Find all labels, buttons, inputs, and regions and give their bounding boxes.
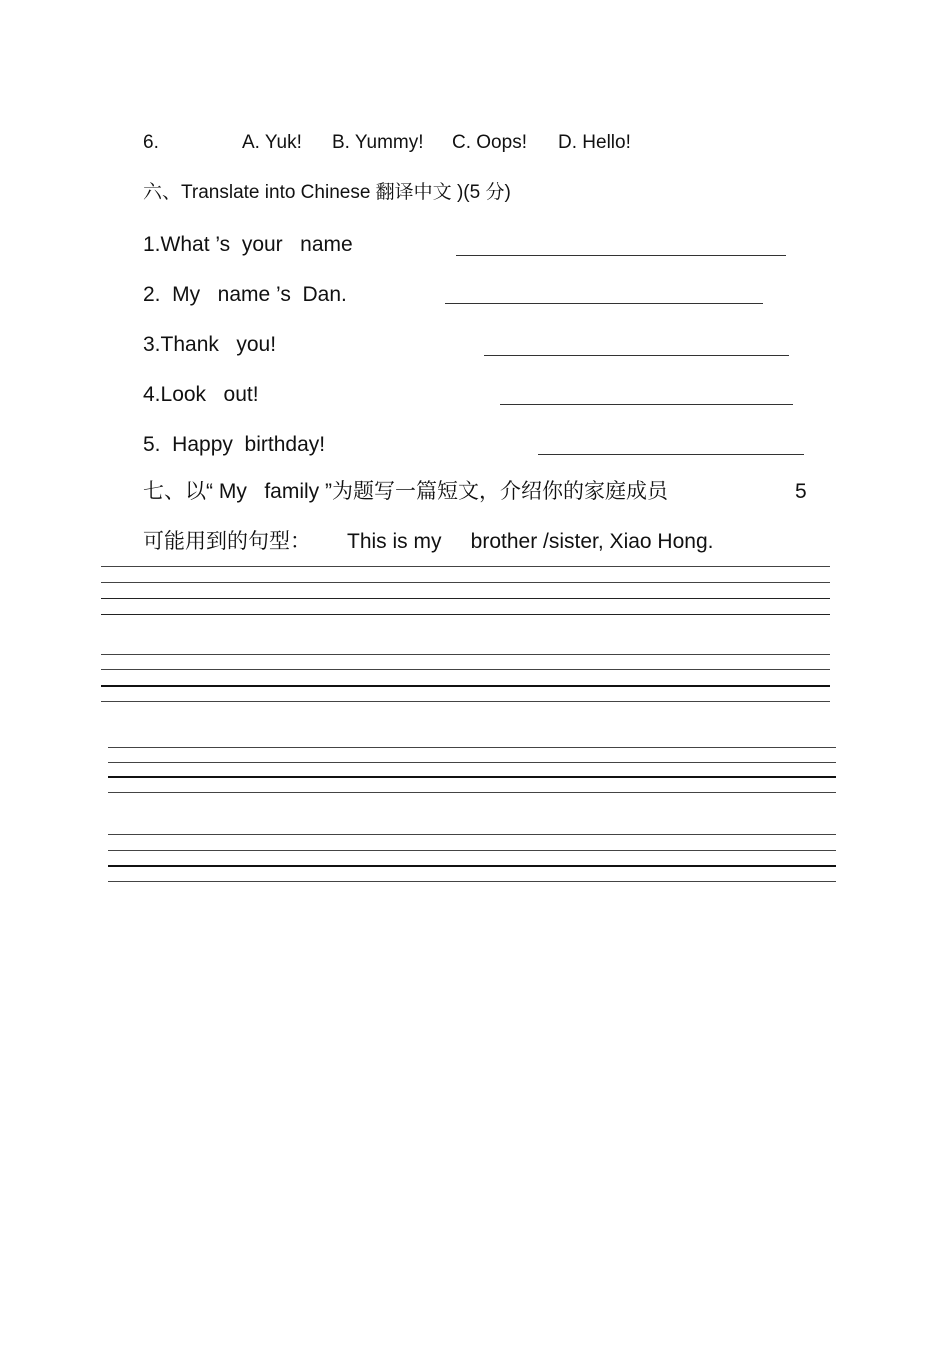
writing-line[interactable] xyxy=(101,598,830,599)
answer-blank[interactable] xyxy=(456,255,786,256)
option-c: C. Oops! xyxy=(452,132,527,153)
writing-line[interactable] xyxy=(101,566,830,567)
answer-blank[interactable] xyxy=(500,404,793,405)
translate-item: 1.What ’s your name xyxy=(143,233,353,256)
option-a: A. Yuk! xyxy=(242,132,302,153)
section-7-score: 5 xyxy=(795,480,807,503)
writing-line[interactable] xyxy=(101,582,830,583)
writing-line[interactable] xyxy=(101,685,830,687)
translate-item: 3.Thank you! xyxy=(143,333,277,356)
hint-sentence: This is my brother /sister, Xiao Hong. xyxy=(347,530,714,553)
question-6-number: 6. xyxy=(143,132,159,153)
answer-blank[interactable] xyxy=(538,454,804,455)
section-7-heading: 七、以“ My family ”为题写一篇短文，介绍你的家庭成员 xyxy=(143,480,668,503)
writing-line[interactable] xyxy=(108,762,836,763)
answer-blank[interactable] xyxy=(445,303,763,304)
writing-line[interactable] xyxy=(101,614,830,615)
answer-blank[interactable] xyxy=(484,355,789,356)
writing-line[interactable] xyxy=(108,792,836,793)
section-6-heading: 六、Translate into Chinese 翻译中文 )(5 分) xyxy=(143,182,511,203)
option-d: D. Hello! xyxy=(558,132,631,153)
writing-line[interactable] xyxy=(108,850,836,851)
writing-line[interactable] xyxy=(108,865,836,867)
writing-line[interactable] xyxy=(101,654,830,655)
writing-line[interactable] xyxy=(101,669,830,670)
translate-item: 4.Look out! xyxy=(143,383,259,406)
writing-line[interactable] xyxy=(108,776,836,778)
option-b: B. Yummy! xyxy=(332,132,424,153)
translate-item: 2. My name ’s Dan. xyxy=(143,283,347,306)
writing-line[interactable] xyxy=(108,834,836,835)
hint-label: 可能用到的句型： xyxy=(143,530,311,553)
writing-line[interactable] xyxy=(108,881,836,882)
writing-line[interactable] xyxy=(101,701,830,702)
writing-line[interactable] xyxy=(108,747,836,748)
translate-item: 5. Happy birthday! xyxy=(143,433,326,456)
